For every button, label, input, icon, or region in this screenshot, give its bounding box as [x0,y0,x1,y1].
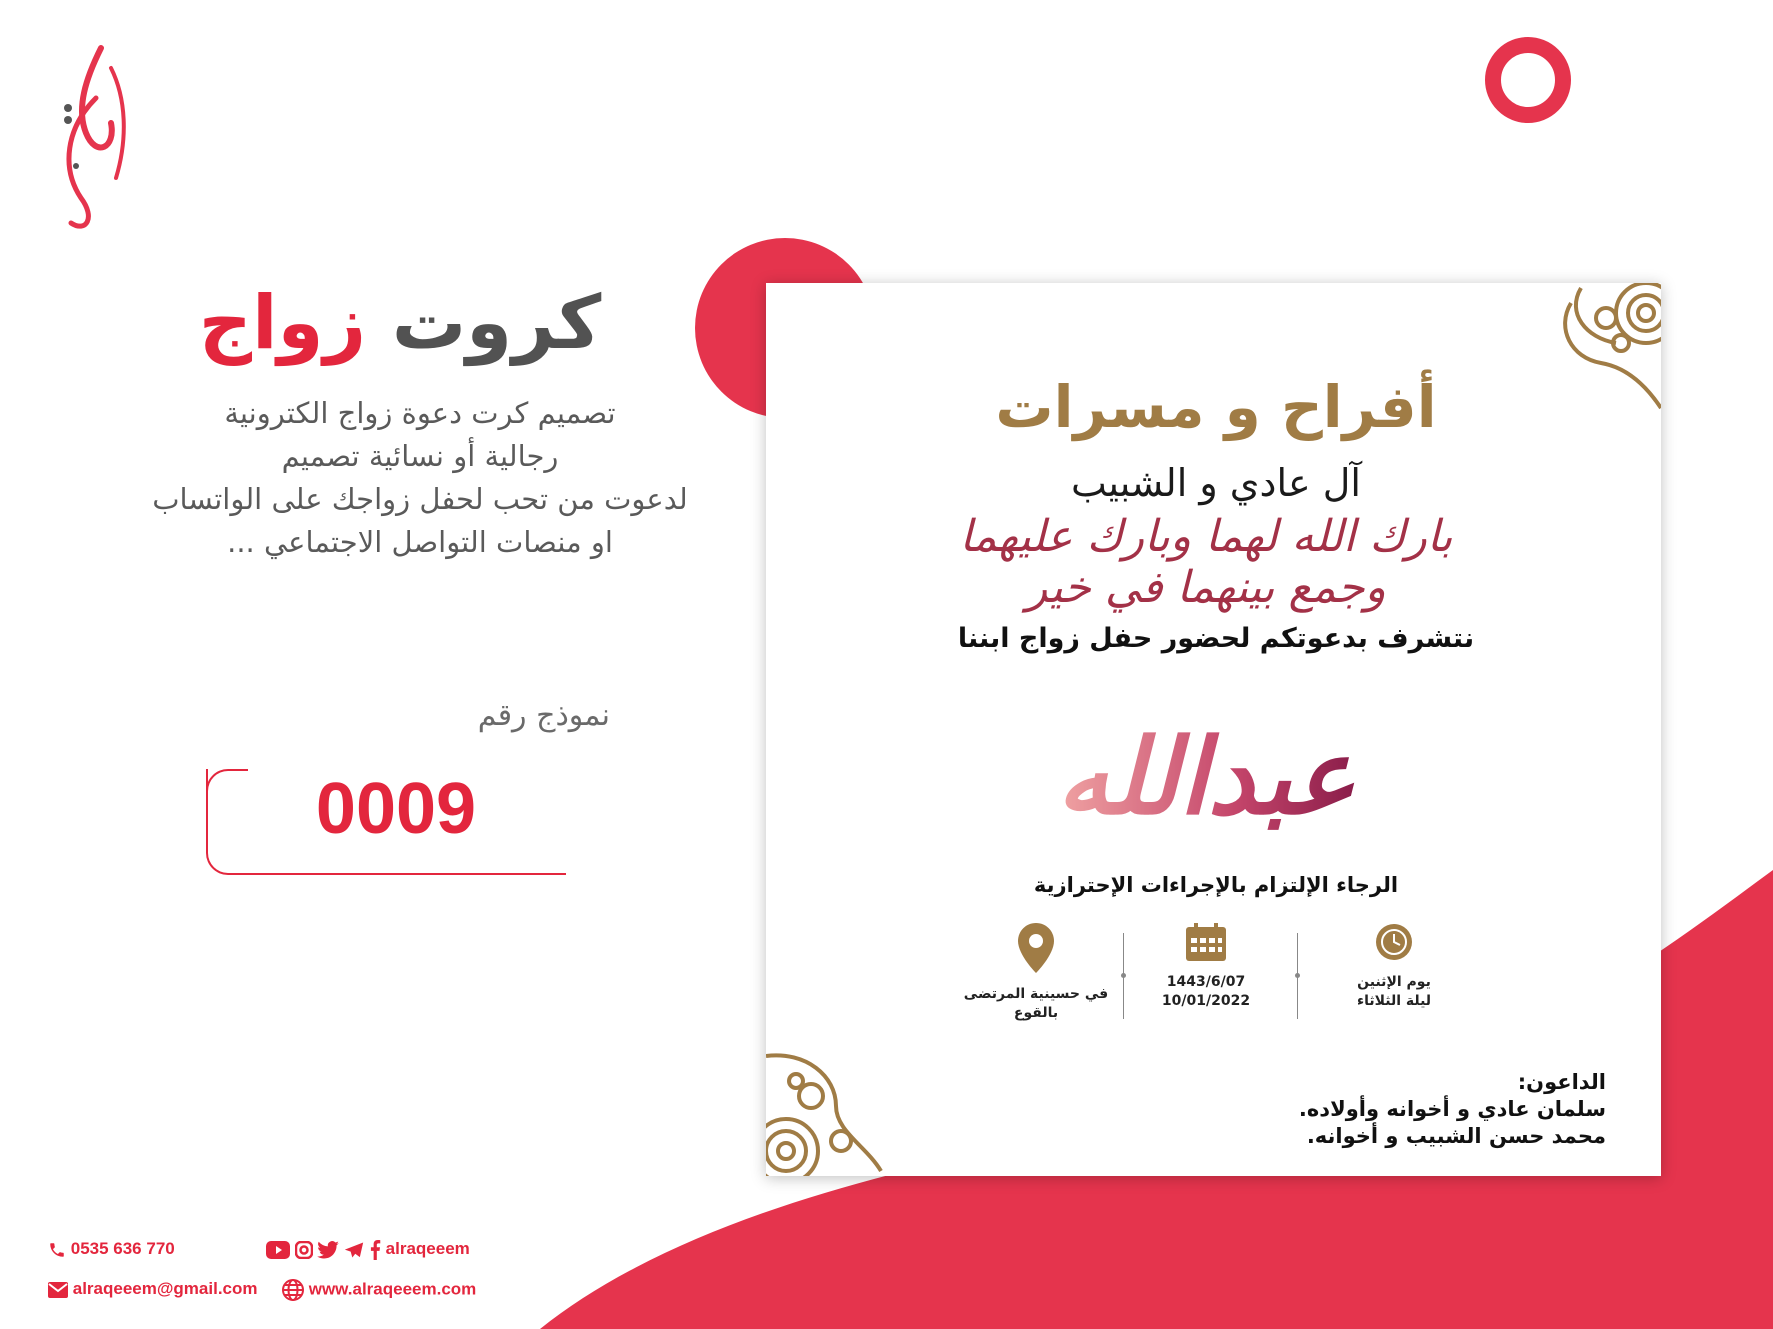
phone-text: 0535 636 770 [70,1239,175,1258]
email-text: alraqeeem@gmail.com [72,1279,258,1298]
footer-email[interactable] [48,1279,258,1299]
hosts-label: الداعون: [1517,1070,1606,1094]
location-line1: في حسينية المرتضى [963,986,1109,1002]
twitter-icon[interactable] [317,1241,339,1259]
hosts-line: سلمان عادي و أخوانه وأولاده. [1298,1097,1606,1121]
info-location [956,923,1116,1023]
card-precaution: الرجاء الإلتزام بالإجراءات الإحترازية [1033,873,1399,897]
day-line1: يوم الإثنين [1357,974,1431,990]
ornament-bottom-left-icon [766,1046,886,1176]
email-icon [48,1282,68,1298]
instagram-icon[interactable] [295,1241,313,1259]
website-text: www.alraqeeem.com [308,1279,477,1299]
description-line: تصميم كرت دعوة زواج الكترونية [224,396,616,430]
date-gregorian: 10/01/2022 [1161,993,1251,1009]
info-divider [1123,933,1124,1019]
card-invite-text: نتشرف بدعوتكم لحضور حفل زواج ابننا [957,623,1475,654]
description-line: لدعوت من تحب لحفل زواجك على الواتساب [152,482,688,516]
title-part-gray: كروت [391,280,602,366]
invitation-card [766,283,1661,1176]
phone-icon [48,1241,66,1259]
footer-social[interactable] [266,1239,470,1260]
day-line2: ليلة الثلاثاء [1356,993,1432,1009]
description-line: رجالية أو نسائية تصميم [281,439,559,473]
page-title [100,280,700,366]
footer-website[interactable] [282,1279,476,1301]
description [60,392,780,564]
info-date [1126,923,1286,1011]
card-headline: أفراح و مسرات [995,373,1437,441]
date-hijri: 1443/6/07 [1166,974,1246,990]
info-day [1314,923,1474,1011]
brand-logo [56,38,136,233]
globe-icon [282,1279,304,1301]
footer-phone[interactable] [48,1239,175,1259]
description-line: او منصات التواصل الاجتماعي ... [227,525,613,559]
telegram-icon[interactable] [344,1241,364,1259]
info-divider [1297,933,1298,1019]
ornament-top-right-icon [1551,283,1661,413]
youtube-icon[interactable] [266,1241,290,1259]
location-line2: بالقوع [1013,1005,1059,1021]
card-blessing-calligraphy: بارك الله لهما وبارك عليهما وجمع بينهما في خير [959,511,1453,613]
model-label: نموذج رقم [477,698,610,733]
social-handle: alraqeeem [385,1239,470,1258]
groom-name-calligraphy [1046,683,1366,853]
groom-name-text: عبدالله [1056,715,1356,838]
hosts-line: محمد حسن الشبيب و أخوانه. [1306,1124,1606,1148]
location-pin-icon [1018,923,1054,973]
red-ring [1493,45,1563,115]
clock-icon [1375,923,1413,961]
model-number: 0009 [315,769,477,849]
facebook-icon[interactable] [369,1240,381,1260]
calendar-icon [1186,923,1226,961]
card-families: آل عادي و الشبيب [1071,461,1361,505]
title-part-red: زواج [198,280,367,366]
card-hosts [1166,1069,1606,1150]
